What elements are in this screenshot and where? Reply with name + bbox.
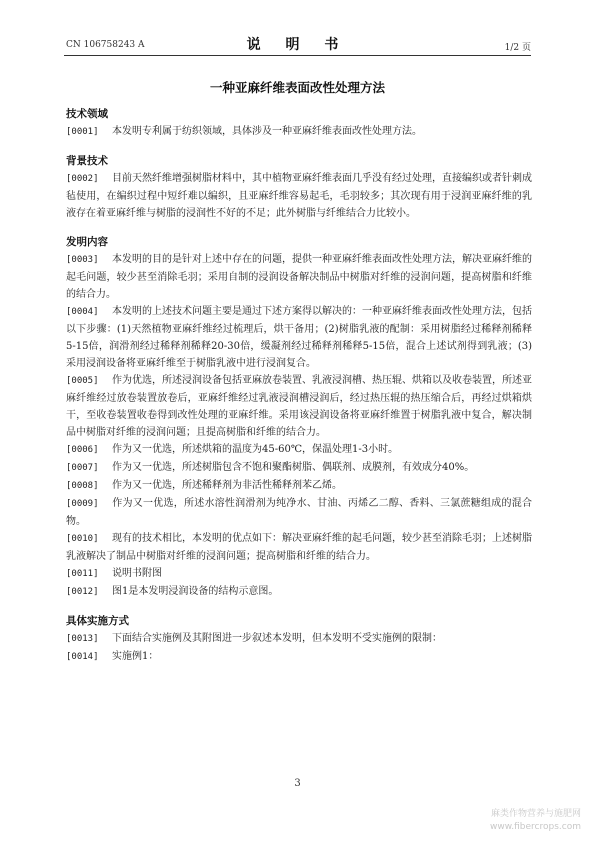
paragraph-number: [0007] bbox=[66, 463, 99, 473]
paragraph-number: [0012] bbox=[66, 587, 99, 597]
section-technical-field bbox=[66, 106, 532, 141]
paragraph-text: 说明书附图 bbox=[112, 568, 162, 579]
paragraph bbox=[66, 372, 532, 441]
paragraph-text: 本发明的目的是针对上述中存在的问题，提供一种亚麻纤维表面改性处理方法，解决亚麻纤维的起毛问题，较少甚至消除毛羽；采用自制的浸润设备解决制品中树脂对纤维的浸润问题，提高树脂和纤维的结合力。 bbox=[66, 254, 532, 300]
paragraph bbox=[66, 630, 532, 648]
paragraph bbox=[66, 648, 532, 666]
paragraph-text: 下面结合实施例及其附图进一步叙述本发明，但本发明不受实施例的限制： bbox=[112, 633, 442, 644]
paragraph-number: [0009] bbox=[66, 499, 99, 509]
paragraph-text: 本发明的上述技术问题主要是通过下述方案得以解决的：一种亚麻纤维表面改性处理方法，包括以下步骤：(1)天然植物亚麻纤维经过梳理后，烘干备用；(2)树脂乳液的配制：采用树脂经过稀释剂稀释5-15倍，润滑剂经过稀释剂稀释20-30倍，缓凝剂经过稀释剂稀释5-15倍，混合上述试剂得到乳液；(3)采用浸润设备将亚麻纤维至于树脂乳液中进行浸润复合。 bbox=[66, 306, 532, 369]
paragraph-number: [0011] bbox=[66, 569, 99, 579]
paragraph-text: 实施例1： bbox=[112, 651, 159, 662]
patent-number: CN 106758243 A bbox=[66, 40, 145, 50]
paragraph bbox=[66, 123, 532, 141]
paragraph bbox=[66, 477, 532, 495]
section-heading: 技术领域 bbox=[66, 108, 108, 120]
paragraph-text: 作为又一优选，所述烘箱的温度为45-60℃，保温处理1-3小时。 bbox=[112, 444, 399, 455]
section-summary bbox=[66, 234, 532, 601]
section-background bbox=[66, 153, 532, 222]
paragraph bbox=[66, 583, 532, 601]
paragraph bbox=[66, 459, 532, 477]
section-embodiments bbox=[66, 613, 532, 666]
paragraph bbox=[66, 565, 532, 583]
paragraph-number: [0010] bbox=[66, 534, 99, 544]
paragraph-number: [0003] bbox=[66, 255, 99, 265]
paragraph-number: [0014] bbox=[66, 652, 99, 662]
watermark-line: 麻类作物营养与施肥网 bbox=[490, 809, 581, 819]
paragraph bbox=[66, 441, 532, 459]
header-divider bbox=[64, 55, 531, 56]
watermark bbox=[490, 808, 581, 834]
paragraph-text: 作为优选，所述浸润设备包括亚麻放卷装置、乳液浸润槽、热压辊、烘箱以及收卷装置，所述亚麻纤维经过放卷装置放卷后，亚麻纤维经过乳液浸润槽浸润后，经过热压辊的热压缩合后，再经过烘箱烘干，至收卷装置收卷得到改性处理的亚麻纤维。采用该浸润设备将亚麻纤维置于树脂乳液中复合，解决制品中树脂对纤维的浸润问题；且提高树脂和纤维的结合力。 bbox=[66, 375, 532, 438]
paragraph bbox=[66, 251, 532, 303]
paragraph-text: 目前天然纤维增强树脂材料中，其中植物亚麻纤维表面几乎没有经过处理，直接编织或者针刺成毡使用，在编织过程中短纤难以编织，且亚麻纤维容易起毛，毛羽较多；其次现有用于浸润亚麻纤维的乳液存在着亚麻纤维与树脂的浸润性不好的不足；此外树脂与纤维结合力比较小。 bbox=[66, 173, 532, 219]
paragraph-number: [0002] bbox=[66, 174, 99, 184]
paragraph-text: 作为又一优选，所述树脂包含不饱和聚酯树脂、偶联剂、成膜剂，有效成分40%。 bbox=[112, 462, 475, 473]
paragraph-number: [0008] bbox=[66, 481, 99, 491]
paragraph-number: [0013] bbox=[66, 634, 99, 644]
paragraph-number: [0001] bbox=[66, 127, 99, 137]
document-body bbox=[66, 100, 532, 666]
paragraph bbox=[66, 495, 532, 530]
page-info: 1/2 页 bbox=[504, 43, 531, 53]
page-number: 3 bbox=[294, 778, 301, 789]
paragraph-text: 作为又一优选，所述水溶性润滑剂为纯净水、甘油、丙烯乙二醇、香料、三氯蔗糖组成的混合物。 bbox=[66, 498, 532, 527]
paragraph-text: 现有的技术相比，本发明的优点如下：解决亚麻纤维的起毛问题，较少甚至消除毛羽；上述树脂乳液解决了制品中树脂对纤维的浸润问题；提高树脂和纤维的结合力。 bbox=[66, 533, 532, 562]
paragraph-number: [0006] bbox=[66, 445, 99, 455]
section-heading: 背景技术 bbox=[66, 155, 108, 167]
watermark-line: www.fibercrops.com bbox=[490, 822, 581, 832]
paragraph-text: 图1是本发明浸润设备的结构示意图。 bbox=[112, 586, 279, 597]
section-heading: 发明内容 bbox=[66, 236, 108, 248]
paragraph-number: [0005] bbox=[66, 376, 99, 386]
paragraph bbox=[66, 303, 532, 372]
paragraph bbox=[66, 170, 532, 222]
paragraph bbox=[66, 530, 532, 565]
paragraph-text: 本发明专利属于纺织领域，具体涉及一种亚麻纤维表面改性处理方法。 bbox=[112, 126, 422, 137]
document-title: 一种亚麻纤维表面改性处理方法 bbox=[209, 80, 385, 95]
section-heading: 具体实施方式 bbox=[66, 615, 129, 627]
paragraph-text: 作为又一优选，所述稀释剂为非活性稀释剂苯乙烯。 bbox=[112, 480, 342, 491]
paragraph-number: [0004] bbox=[66, 307, 99, 317]
document-type: 说 明 书 bbox=[246, 37, 349, 53]
